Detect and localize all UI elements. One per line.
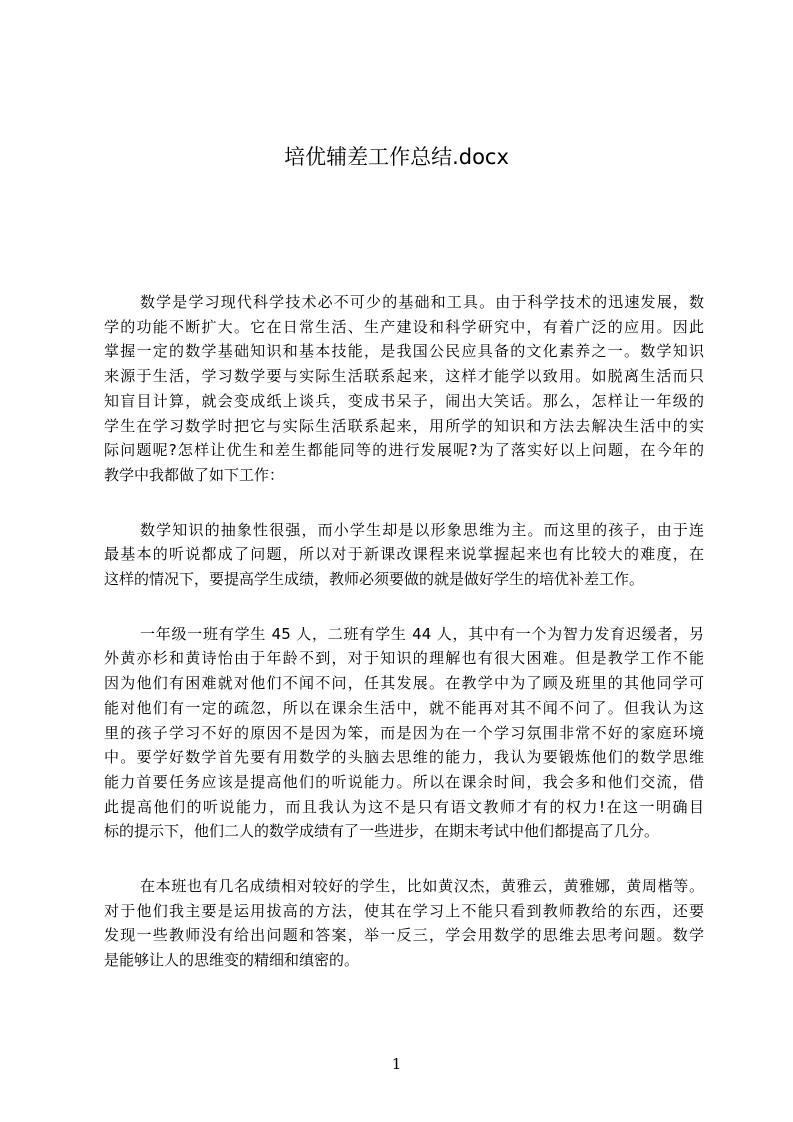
paragraph-line: 教学中我都做了如下工作： [104,465,285,484]
paragraph-line: 掌握一定的数学基础知识和基本技能，是我国公民应具备的文化素养之一。数学知识 [104,342,704,361]
paragraph-line: 中。要学好数学首先要有用数学的头脑去思维的能力，我认为要锻炼他们的数学思维 [104,748,704,767]
paragraph-line: 一年级一班有学生 45 人，二班有学生 44 人，其中有一个为智力发育迟缓者，另 [140,624,704,643]
paragraph-line: 数学是学习现代科学技术必不可少的基础和工具。由于科学技术的迅速发展，数 [140,293,704,311]
paragraph-line: 能对他们有一定的疏忽，所以在课余生活中，就不能再对其不闻不问了。但我认为这 [104,698,704,717]
paragraph-line: 对于他们我主要是运用拔高的方法，使其在学习上不能只看到教师教给的东西，还要 [104,901,704,920]
paragraph-line: 知盲目计算，就会变成纸上谈兵，变成书呆子，闹出大笑话。那么，怎样让一年级的 [104,391,704,410]
paragraph-line: 学生在学习数学时把它与实际生活联系起来，用所学的知识和方法去解决生活中的实 [104,416,704,435]
document-body [104,290,704,1003]
paragraph-3 [104,622,704,844]
paragraph-line: 来源于生活，学习数学要与实际生活联系起来，这样才能学以致用。如脱离生活而只 [104,367,704,386]
paragraph-line: 是能够让人的思维变的精细和缜密的。 [104,951,360,970]
paragraph-2 [104,518,704,592]
paragraph-line: 此提高他们的听说能力，而且我认为这不是只有语文教师才有的权力!在这一明确目 [104,797,704,816]
paragraph-line: 能力首要任务应该是提高他们的听说能力。所以在课余时间，我会多和他们交流，借 [104,772,704,791]
paragraph-line: 数学知识的抽象性很强，而小学生却是以形象思维为主。而这里的孩子，由于连 [140,520,704,539]
paragraph-line: 际问题呢?怎样让优生和差生都能同等的进行发展呢?为了落实好以上问题，在今年的 [104,441,704,460]
paragraph-line: 外黄亦杉和黄诗怡由于年龄不到，对于知识的理解也有很大困难。但是教学工作不能 [104,649,704,668]
paragraph-line: 最基本的听说都成了问题，所以对于新课改课程来说掌握起来也有比较大的难度，在 [104,545,704,564]
paragraph-line: 因为他们有困难就对他们不闻不问，任其发展。在教学中为了顾及班里的其他同学可 [104,674,704,693]
page-number: 1 [391,1055,402,1073]
document-title: 培优辅差工作总结.docx [284,145,509,169]
paragraph-line: 标的提示下，他们二人的数学成绩有了一些进步，在期末考试中他们都提高了几分。 [104,822,660,841]
paragraph-line: 发现一些教师没有给出问题和答案，举一反三，学会用数学的思维去思考问题。数学 [104,926,704,945]
paragraph-4 [104,874,704,973]
paragraph-1 [104,290,704,488]
paragraph-line: 这样的情况下，要提高学生成绩，教师必须要做的就是做好学生的培优补差工作。 [104,570,645,589]
paragraph-line: 在本班也有几名成绩相对较好的学生，比如黄汉杰，黄雅云，黄雅娜，黄周楷等。 [140,877,704,896]
paragraph-line: 里的孩子学习不好的原因不是因为笨，而是因为在一个学习氛围非常不好的家庭环境 [104,723,704,742]
paragraph-line: 学的功能不断扩大。它在日常生活、生产建设和科学研究中，有着广泛的应用。因此 [104,317,704,336]
